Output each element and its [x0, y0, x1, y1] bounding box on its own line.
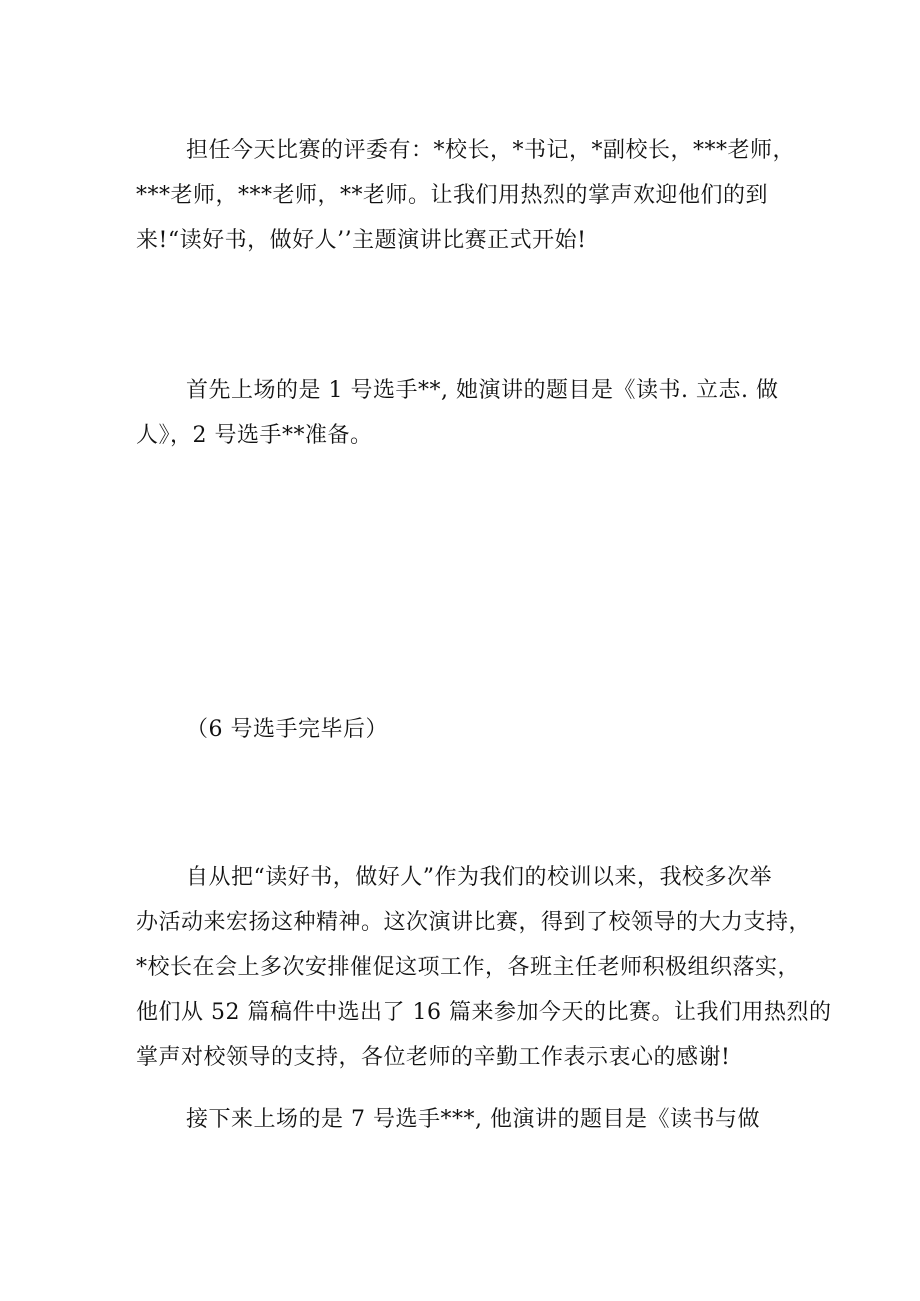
text-line: 担任今天比赛的评委有：*校长，*书记，*副校长，***老师，: [186, 138, 796, 163]
text-line: 来!“读好书，做好人’’主题演讲比赛正式开始!: [136, 228, 587, 253]
text-line: 办活动来宏扬这种精神。这次演讲比赛，得到了校领导的大力支持，: [136, 910, 812, 935]
paragraph-next-contestant: [136, 1097, 796, 1142]
text-line: 掌声对校领导的支持，各位老师的辛勤工作表示衷心的感谢!: [136, 1045, 731, 1070]
text-line: *校长在会上多次安排催促这项工作，各班主任老师积极组织落实，: [136, 955, 801, 980]
paragraph-thanks: [136, 855, 832, 1080]
paragraph-stage-note: [136, 707, 796, 752]
text-line: （6 号选手完毕后）: [186, 717, 388, 742]
text-line: 他们从 52 篇稿件中选出了 16 篇来参加今天的比赛。让我们用热烈的: [136, 1000, 832, 1025]
text-line: 自从把“读好书，做好人”作为我们的校训以来，我校多次举: [186, 865, 772, 890]
text-line: ***老师，***老师，**老师。让我们用热烈的掌声欢迎他们的到: [136, 183, 769, 208]
text-line: 接下来上场的是 7 号选手***, 他演讲的题目是《读书与做: [186, 1107, 760, 1132]
paragraph-first-contestant: [136, 368, 796, 458]
text-line: 人》，2 号选手**准备。: [136, 423, 373, 448]
text-line: 首先上场的是 1 号选手**, 她演讲的题目是《读书. 立志. 做: [186, 378, 779, 403]
paragraph-judges-intro: [136, 128, 796, 263]
